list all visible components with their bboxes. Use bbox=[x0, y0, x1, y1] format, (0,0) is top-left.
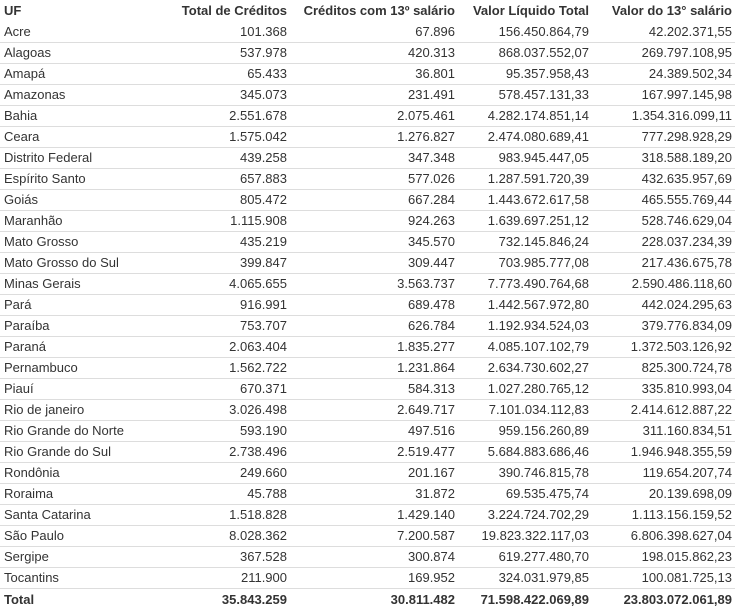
cell-uf: Rio Grande do Sul bbox=[0, 442, 135, 463]
cell-uf: Espírito Santo bbox=[0, 169, 135, 190]
cell-creditos-13: 347.348 bbox=[290, 148, 458, 169]
table-row bbox=[0, 505, 735, 526]
table-row bbox=[0, 232, 735, 253]
cell-uf: Amazonas bbox=[0, 85, 135, 106]
total-valor-liquido: 71.598.422.069,89 bbox=[458, 589, 592, 610]
cell-creditos-13: 1.231.864 bbox=[290, 358, 458, 379]
cell-valor-13: 24.389.502,34 bbox=[592, 64, 735, 85]
cell-creditos-13: 3.563.737 bbox=[290, 274, 458, 295]
table-row bbox=[0, 295, 735, 316]
cell-total-creditos: 537.978 bbox=[135, 43, 290, 64]
table-row bbox=[0, 547, 735, 568]
cell-uf: Amapá bbox=[0, 64, 135, 85]
cell-uf: Ceara bbox=[0, 127, 135, 148]
cell-valor-liquido: 19.823.322.117,03 bbox=[458, 526, 592, 547]
cell-valor-liquido: 1.443.672.617,58 bbox=[458, 190, 592, 211]
header-valor-13: Valor do 13° salário bbox=[592, 0, 735, 22]
cell-valor-13: 100.081.725,13 bbox=[592, 568, 735, 589]
cell-total-creditos: 916.991 bbox=[135, 295, 290, 316]
header-valor-liquido: Valor Líquido Total bbox=[458, 0, 592, 22]
table-row bbox=[0, 106, 735, 127]
cell-valor-13: 228.037.234,39 bbox=[592, 232, 735, 253]
table-row bbox=[0, 379, 735, 400]
cell-total-creditos: 439.258 bbox=[135, 148, 290, 169]
table-row bbox=[0, 421, 735, 442]
cell-total-creditos: 1.518.828 bbox=[135, 505, 290, 526]
cell-valor-13: 42.202.371,55 bbox=[592, 22, 735, 43]
cell-valor-liquido: 983.945.447,05 bbox=[458, 148, 592, 169]
cell-valor-liquido: 4.282.174.851,14 bbox=[458, 106, 592, 127]
cell-creditos-13: 231.491 bbox=[290, 85, 458, 106]
cell-valor-13: 318.588.189,20 bbox=[592, 148, 735, 169]
cell-total-creditos: 1.562.722 bbox=[135, 358, 290, 379]
table-row bbox=[0, 400, 735, 421]
table-row bbox=[0, 85, 735, 106]
cell-total-creditos: 101.368 bbox=[135, 22, 290, 43]
cell-total-creditos: 367.528 bbox=[135, 547, 290, 568]
cell-uf: Roraima bbox=[0, 484, 135, 505]
cell-creditos-13: 345.570 bbox=[290, 232, 458, 253]
cell-uf: Santa Catarina bbox=[0, 505, 135, 526]
cell-total-creditos: 753.707 bbox=[135, 316, 290, 337]
cell-valor-liquido: 7.101.034.112,83 bbox=[458, 400, 592, 421]
cell-total-creditos: 593.190 bbox=[135, 421, 290, 442]
cell-valor-liquido: 1.027.280.765,12 bbox=[458, 379, 592, 400]
cell-creditos-13: 67.896 bbox=[290, 22, 458, 43]
cell-uf: Piauí bbox=[0, 379, 135, 400]
cell-uf: Distrito Federal bbox=[0, 148, 135, 169]
table-row bbox=[0, 316, 735, 337]
cell-uf: Bahia bbox=[0, 106, 135, 127]
cell-valor-liquido: 732.145.846,24 bbox=[458, 232, 592, 253]
cell-creditos-13: 577.026 bbox=[290, 169, 458, 190]
cell-valor-13: 777.298.928,29 bbox=[592, 127, 735, 148]
cell-total-creditos: 805.472 bbox=[135, 190, 290, 211]
cell-valor-13: 2.414.612.887,22 bbox=[592, 400, 735, 421]
cell-total-creditos: 2.551.678 bbox=[135, 106, 290, 127]
table-row bbox=[0, 211, 735, 232]
cell-valor-liquido: 390.746.815,78 bbox=[458, 463, 592, 484]
cell-total-creditos: 4.065.655 bbox=[135, 274, 290, 295]
table-row bbox=[0, 253, 735, 274]
cell-uf: Pernambuco bbox=[0, 358, 135, 379]
total-label: Total bbox=[0, 589, 135, 610]
cell-total-creditos: 65.433 bbox=[135, 64, 290, 85]
cell-valor-liquido: 69.535.475,74 bbox=[458, 484, 592, 505]
table-row bbox=[0, 484, 735, 505]
table-row bbox=[0, 568, 735, 589]
cell-valor-liquido: 4.085.107.102,79 bbox=[458, 337, 592, 358]
cell-total-creditos: 2.738.496 bbox=[135, 442, 290, 463]
cell-total-creditos: 399.847 bbox=[135, 253, 290, 274]
cell-creditos-13: 584.313 bbox=[290, 379, 458, 400]
cell-valor-13: 825.300.724,78 bbox=[592, 358, 735, 379]
cell-creditos-13: 201.167 bbox=[290, 463, 458, 484]
cell-valor-liquido: 578.457.131,33 bbox=[458, 85, 592, 106]
cell-valor-13: 379.776.834,09 bbox=[592, 316, 735, 337]
cell-valor-13: 1.354.316.099,11 bbox=[592, 106, 735, 127]
cell-valor-liquido: 2.634.730.602,27 bbox=[458, 358, 592, 379]
cell-valor-liquido: 1.287.591.720,39 bbox=[458, 169, 592, 190]
table-row bbox=[0, 442, 735, 463]
cell-valor-liquido: 156.450.864,79 bbox=[458, 22, 592, 43]
cell-creditos-13: 2.519.477 bbox=[290, 442, 458, 463]
table-row bbox=[0, 358, 735, 379]
cell-uf: Minas Gerais bbox=[0, 274, 135, 295]
cell-creditos-13: 31.872 bbox=[290, 484, 458, 505]
cell-creditos-13: 626.784 bbox=[290, 316, 458, 337]
cell-uf: Alagoas bbox=[0, 43, 135, 64]
cell-valor-liquido: 324.031.979,85 bbox=[458, 568, 592, 589]
cell-uf: Tocantins bbox=[0, 568, 135, 589]
table-row bbox=[0, 526, 735, 547]
cell-creditos-13: 2.075.461 bbox=[290, 106, 458, 127]
cell-valor-liquido: 868.037.552,07 bbox=[458, 43, 592, 64]
cell-valor-13: 1.113.156.159,52 bbox=[592, 505, 735, 526]
cell-total-creditos: 8.028.362 bbox=[135, 526, 290, 547]
cell-valor-13: 528.746.629,04 bbox=[592, 211, 735, 232]
cell-valor-13: 1.946.948.355,59 bbox=[592, 442, 735, 463]
cell-total-creditos: 345.073 bbox=[135, 85, 290, 106]
table-row bbox=[0, 463, 735, 484]
cell-valor-liquido: 1.639.697.251,12 bbox=[458, 211, 592, 232]
table-row bbox=[0, 148, 735, 169]
cell-creditos-13: 300.874 bbox=[290, 547, 458, 568]
cell-total-creditos: 2.063.404 bbox=[135, 337, 290, 358]
cell-creditos-13: 2.649.717 bbox=[290, 400, 458, 421]
cell-creditos-13: 497.516 bbox=[290, 421, 458, 442]
cell-valor-liquido: 7.773.490.764,68 bbox=[458, 274, 592, 295]
cell-creditos-13: 689.478 bbox=[290, 295, 458, 316]
cell-uf: Goiás bbox=[0, 190, 135, 211]
cell-creditos-13: 420.313 bbox=[290, 43, 458, 64]
table-row bbox=[0, 337, 735, 358]
cell-valor-13: 217.436.675,78 bbox=[592, 253, 735, 274]
header-row bbox=[0, 0, 735, 22]
cell-valor-13: 2.590.486.118,60 bbox=[592, 274, 735, 295]
cell-valor-13: 311.160.834,51 bbox=[592, 421, 735, 442]
cell-creditos-13: 1.276.827 bbox=[290, 127, 458, 148]
cell-creditos-13: 1.835.277 bbox=[290, 337, 458, 358]
cell-creditos-13: 924.263 bbox=[290, 211, 458, 232]
cell-valor-liquido: 1.192.934.524,03 bbox=[458, 316, 592, 337]
table-row bbox=[0, 169, 735, 190]
cell-total-creditos: 670.371 bbox=[135, 379, 290, 400]
total-creditos: 35.843.259 bbox=[135, 589, 290, 610]
cell-total-creditos: 1.575.042 bbox=[135, 127, 290, 148]
cell-uf: Sergipe bbox=[0, 547, 135, 568]
cell-total-creditos: 1.115.908 bbox=[135, 211, 290, 232]
cell-creditos-13: 667.284 bbox=[290, 190, 458, 211]
cell-creditos-13: 36.801 bbox=[290, 64, 458, 85]
cell-uf: Rio Grande do Norte bbox=[0, 421, 135, 442]
cell-valor-13: 20.139.698,09 bbox=[592, 484, 735, 505]
cell-valor-liquido: 5.684.883.686,46 bbox=[458, 442, 592, 463]
total-valor-13: 23.803.072.061,89 bbox=[592, 589, 735, 610]
cell-total-creditos: 435.219 bbox=[135, 232, 290, 253]
table-row bbox=[0, 43, 735, 64]
cell-valor-13: 167.997.145,98 bbox=[592, 85, 735, 106]
cell-valor-13: 432.635.957,69 bbox=[592, 169, 735, 190]
cell-uf: Paraná bbox=[0, 337, 135, 358]
cell-valor-13: 269.797.108,95 bbox=[592, 43, 735, 64]
cell-uf: Rondônia bbox=[0, 463, 135, 484]
cell-valor-liquido: 619.277.480,70 bbox=[458, 547, 592, 568]
cell-valor-13: 1.372.503.126,92 bbox=[592, 337, 735, 358]
header-uf: UF bbox=[0, 0, 135, 22]
cell-valor-liquido: 1.442.567.972,80 bbox=[458, 295, 592, 316]
cell-total-creditos: 657.883 bbox=[135, 169, 290, 190]
cell-total-creditos: 3.026.498 bbox=[135, 400, 290, 421]
cell-total-creditos: 211.900 bbox=[135, 568, 290, 589]
cell-uf: Maranhão bbox=[0, 211, 135, 232]
cell-creditos-13: 7.200.587 bbox=[290, 526, 458, 547]
cell-valor-liquido: 959.156.260,89 bbox=[458, 421, 592, 442]
header-total-creditos: Total de Créditos bbox=[135, 0, 290, 22]
cell-valor-liquido: 95.357.958,43 bbox=[458, 64, 592, 85]
cell-uf: Acre bbox=[0, 22, 135, 43]
cell-valor-13: 119.654.207,74 bbox=[592, 463, 735, 484]
cell-uf: Mato Grosso do Sul bbox=[0, 253, 135, 274]
cell-uf: Rio de janeiro bbox=[0, 400, 135, 421]
table-row bbox=[0, 22, 735, 43]
total-row bbox=[0, 589, 735, 610]
cell-uf: Paraíba bbox=[0, 316, 135, 337]
cell-uf: Pará bbox=[0, 295, 135, 316]
cell-valor-13: 335.810.993,04 bbox=[592, 379, 735, 400]
table-row bbox=[0, 274, 735, 295]
cell-total-creditos: 45.788 bbox=[135, 484, 290, 505]
total-creditos-13: 30.811.482 bbox=[290, 589, 458, 610]
cell-valor-13: 6.806.398.627,04 bbox=[592, 526, 735, 547]
header-creditos-13: Créditos com 13º salário bbox=[290, 0, 458, 22]
table-row bbox=[0, 190, 735, 211]
cell-valor-liquido: 2.474.080.689,41 bbox=[458, 127, 592, 148]
cell-creditos-13: 1.429.140 bbox=[290, 505, 458, 526]
cell-creditos-13: 309.447 bbox=[290, 253, 458, 274]
cell-uf: São Paulo bbox=[0, 526, 135, 547]
cell-uf: Mato Grosso bbox=[0, 232, 135, 253]
cell-valor-liquido: 3.224.724.702,29 bbox=[458, 505, 592, 526]
table-row bbox=[0, 127, 735, 148]
cell-valor-13: 198.015.862,23 bbox=[592, 547, 735, 568]
cell-valor-13: 465.555.769,44 bbox=[592, 190, 735, 211]
cell-valor-13: 442.024.295,63 bbox=[592, 295, 735, 316]
cell-total-creditos: 249.660 bbox=[135, 463, 290, 484]
table-body bbox=[0, 22, 735, 589]
table-row bbox=[0, 64, 735, 85]
cell-creditos-13: 169.952 bbox=[290, 568, 458, 589]
cell-valor-liquido: 703.985.777,08 bbox=[458, 253, 592, 274]
